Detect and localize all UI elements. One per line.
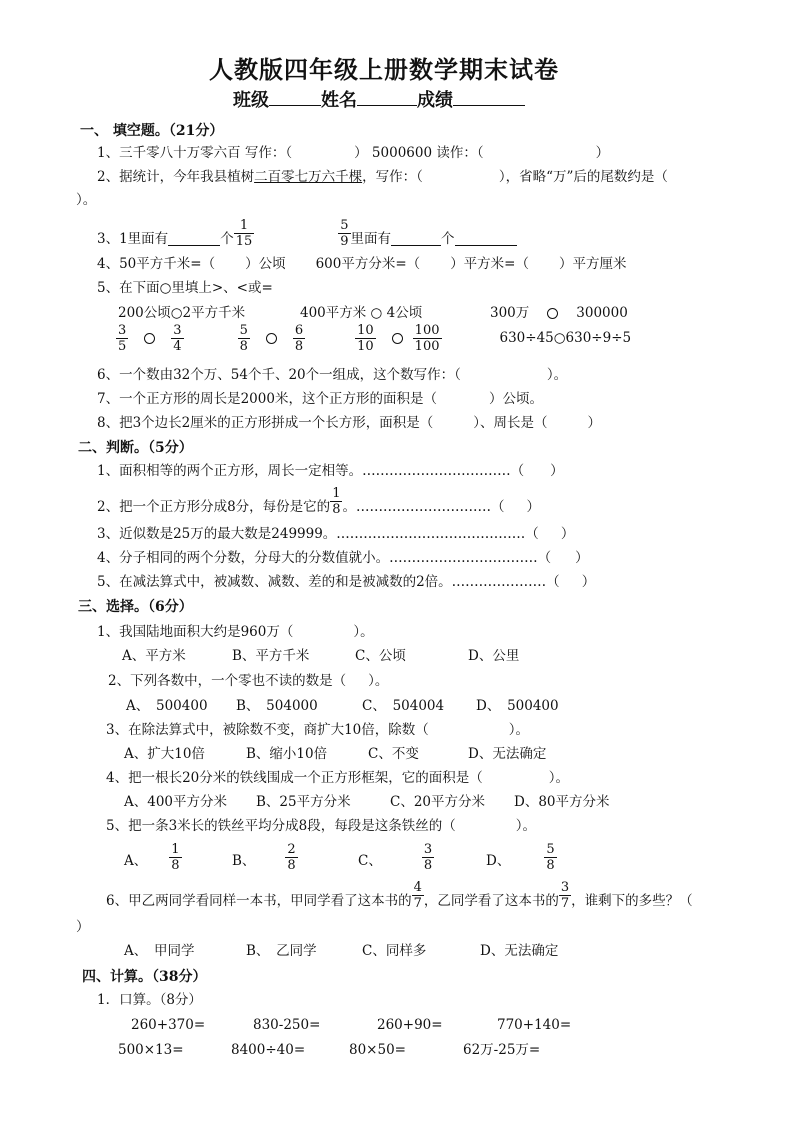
s3-q6-opt-c[interactable]: C、同样多: [362, 943, 427, 959]
s3-q4-opt-c[interactable]: C、20平方分米: [390, 794, 486, 810]
s1-q1-text-a: 1、三千零八十万零六百 写作：（: [97, 145, 293, 161]
section-2-heading: 二、判断。（5分）: [78, 440, 193, 456]
fraction: $\frac{5}{9}$: [340, 218, 349, 249]
s1-q3-blank-2[interactable]: [391, 233, 441, 246]
s1-q2-text-b: ，写作：（: [362, 169, 423, 185]
calc-item: 770+140=: [497, 1017, 572, 1033]
compare-circle[interactable]: [547, 308, 558, 319]
s3-q6-stem: 6、甲乙两同学看同样一本书，甲同学看了这本书的 $\frac{4}{7}$ ，乙同学看了这本书的 $\frac{3}{7}$ ，谁剩下的多些？（: [106, 880, 693, 911]
s3-q4-stem: 4、把一根长20分米的铁线围成一个正方形框架，它的面积是（ ）。: [106, 770, 570, 786]
s1-q3-text-a: 3、1里面有: [97, 230, 169, 247]
s3-q1-opt-a[interactable]: A、平方米: [122, 648, 186, 664]
s1-q2: [97, 171, 668, 185]
section-4-heading: 四、计算。（38分）: [82, 969, 207, 985]
s3-q2-opt-b[interactable]: B、 504000: [236, 698, 318, 714]
calc-item: 260+370=: [131, 1017, 206, 1033]
s3-q3-opt-a[interactable]: A、扩大10倍: [124, 746, 205, 762]
fraction: $\frac{1}{8}$: [332, 486, 341, 517]
calc-item: 62万-25万=: [463, 1042, 541, 1058]
fraction: $\frac{3}{7}$: [560, 880, 570, 911]
s2-q3: 3、近似数是25万的最大数是249999。……………………………………（ ）: [97, 526, 575, 542]
s3-q5-stem: 5、把一条3米长的铁丝平均分成8段，每段是这条铁丝的（ ）。: [106, 818, 537, 834]
s3-q4-opt-a[interactable]: A、400平方分米: [124, 794, 228, 810]
fraction: $\frac{4}{7}$: [413, 880, 422, 911]
s3-q6-cont: ）: [76, 919, 90, 935]
s1-q3-blank-3[interactable]: [455, 233, 517, 246]
s1-q3-text-b: 个: [220, 230, 234, 247]
s3-q3-stem: 3、在除法算式中，被除数不变，商扩大10倍，除数（ ）。: [106, 722, 530, 738]
s3-q6-opt-a[interactable]: A、 甲同学: [124, 943, 195, 959]
s2-q5: 5、在减法算式中，被减数、减数、差的和是被减数的2倍。…………………（ ）: [97, 574, 596, 590]
s1-q7: 7、一个正方形的周长是2000米，这个正方形的面积是（ ）公顷。: [97, 391, 543, 407]
page-title: 人教版四年级上册数学期末试卷: [209, 55, 559, 84]
s1-q5-expr: 630÷45○630÷9÷5: [499, 329, 632, 346]
section-3-heading: 三、选择。（6分）: [78, 599, 193, 615]
calc-item: 8400÷40=: [231, 1042, 306, 1058]
fraction: $\frac{100}{100}$: [414, 323, 440, 354]
s1-q5-row2: [116, 324, 631, 353]
fraction: $\frac{3}{5}$: [118, 323, 127, 354]
student-info-line: [233, 92, 525, 110]
s1-q2-text-c: ），省略“万”后的尾数约是（: [498, 169, 668, 185]
s3-q3-opt-d[interactable]: D、无法确定: [468, 746, 547, 762]
fraction: $\frac{1}{15}$: [235, 218, 253, 249]
s3-q6-opt-b[interactable]: B、 乙同学: [246, 943, 317, 959]
s3-q5-opt-b[interactable]: B、 $\frac{2}{8}$: [232, 842, 296, 873]
s3-q2-opt-d[interactable]: D、 500400: [476, 698, 559, 714]
score-label: 成绩: [417, 90, 453, 111]
fraction: $\frac{6}{8}$: [294, 323, 304, 354]
s3-q2-opt-a[interactable]: A、 500400: [126, 698, 208, 714]
s2-q1: 1、面积相等的两个正方形，周长一定相等。……………………………（ ）: [97, 463, 564, 479]
s3-q5-opt-c[interactable]: C、 $\frac{3}{8}$: [358, 842, 433, 873]
s3-q1-opt-c[interactable]: C、公顷: [355, 648, 406, 664]
s4-q1-heading: 1．口算。（8分）: [97, 992, 202, 1008]
score-blank[interactable]: [453, 93, 525, 106]
fraction: $\frac{3}{8}$: [423, 842, 433, 873]
s1-q2-text-a: 2、据统计，今年我县植树: [97, 169, 255, 185]
s3-q1-opt-d[interactable]: D、公里: [468, 648, 520, 664]
s1-q5-row1-c: 300万 300000: [490, 305, 628, 321]
compare-circle[interactable]: [144, 333, 155, 344]
s1-q6: 6、一个数由32个万、54个千、20个一组成，这个数写作：（ ）。: [97, 367, 568, 383]
name-blank[interactable]: [357, 93, 417, 106]
class-blank[interactable]: [269, 93, 321, 106]
section-1-heading: 一、 填空题。（21分）: [80, 123, 224, 139]
s2-q2: 2、把一个正方形分成8分，每份是它的 $\frac{1}{8}$ 。…………………………（ ）: [97, 486, 540, 517]
s3-q4-opt-b[interactable]: B、25平方分米: [256, 794, 351, 810]
s1-q3: [97, 210, 517, 250]
s3-q3-opt-c[interactable]: C、不变: [368, 746, 419, 762]
calc-item: 830-250=: [253, 1017, 321, 1033]
fraction: $\frac{10}{10}$: [357, 323, 374, 354]
s1-q3-text-c: 里面有: [350, 230, 392, 247]
fraction: $\frac{2}{8}$: [287, 842, 296, 873]
s1-q5-row1-b: 400平方米 ○ 4公顷: [300, 305, 423, 321]
s2-q4: 4、分子相同的两个分数，分母大的分数值就小。……………………………（ ）: [97, 550, 589, 566]
s3-q2-opt-c[interactable]: C、 504004: [362, 698, 445, 714]
s3-q3-opt-b[interactable]: B、缩小10倍: [246, 746, 328, 762]
s1-q5-row1-a: 200公顷○2平方千米: [118, 305, 246, 321]
s1-q4: 4、50平方千米=（ ）公顷 600平方分米=（ ）平方米=（ ）平方厘米: [97, 256, 627, 272]
calc-item: 80×50=: [349, 1042, 406, 1058]
calc-item: 500×13=: [118, 1042, 184, 1058]
fraction: $\frac{1}{8}$: [171, 842, 180, 873]
fraction: $\frac{5}{8}$: [239, 323, 248, 354]
fraction: $\frac{5}{8}$: [546, 842, 555, 873]
s1-q3-blank-1[interactable]: [168, 233, 220, 246]
calc-item: 260+90=: [377, 1017, 443, 1033]
name-label: 姓名: [321, 90, 357, 111]
compare-circle[interactable]: [266, 333, 277, 344]
s1-q1: [97, 147, 609, 161]
s1-q8: 8、把3个边长2厘米的正方形拼成一个长方形，面积是（ ）、周长是（ ）: [97, 415, 602, 431]
s3-q2-stem: 2、下列各数中，一个零也不读的数是（ ）。: [108, 673, 389, 689]
s1-q3-text-d: 个: [441, 230, 455, 247]
s3-q1-opt-b[interactable]: B、平方千米: [232, 648, 310, 664]
s3-q1-stem: 1、我国陆地面积大约是960万（ ）。: [97, 624, 374, 640]
s1-q1-text-b: ） 5000600 读作：（: [354, 145, 484, 161]
fraction: $\frac{3}{4}$: [173, 323, 182, 354]
compare-circle[interactable]: [392, 333, 403, 344]
s1-q5: 5、在下面○里填上>、<或=: [97, 280, 273, 296]
s3-q4-opt-d[interactable]: D、80平方分米: [514, 794, 610, 810]
s1-q2-cont: ）。: [76, 192, 97, 208]
s3-q6-opt-d[interactable]: D、无法确定: [480, 943, 559, 959]
s1-q1-text-c: ）: [595, 145, 610, 161]
class-label: 班级: [233, 90, 269, 111]
s3-q5-opt-a[interactable]: A、 $\frac{1}{8}$: [124, 842, 180, 873]
s1-q2-underlined: 二百零七万六千棵: [254, 169, 363, 185]
s3-q5-opt-d[interactable]: D、 $\frac{5}{8}$: [486, 842, 555, 873]
